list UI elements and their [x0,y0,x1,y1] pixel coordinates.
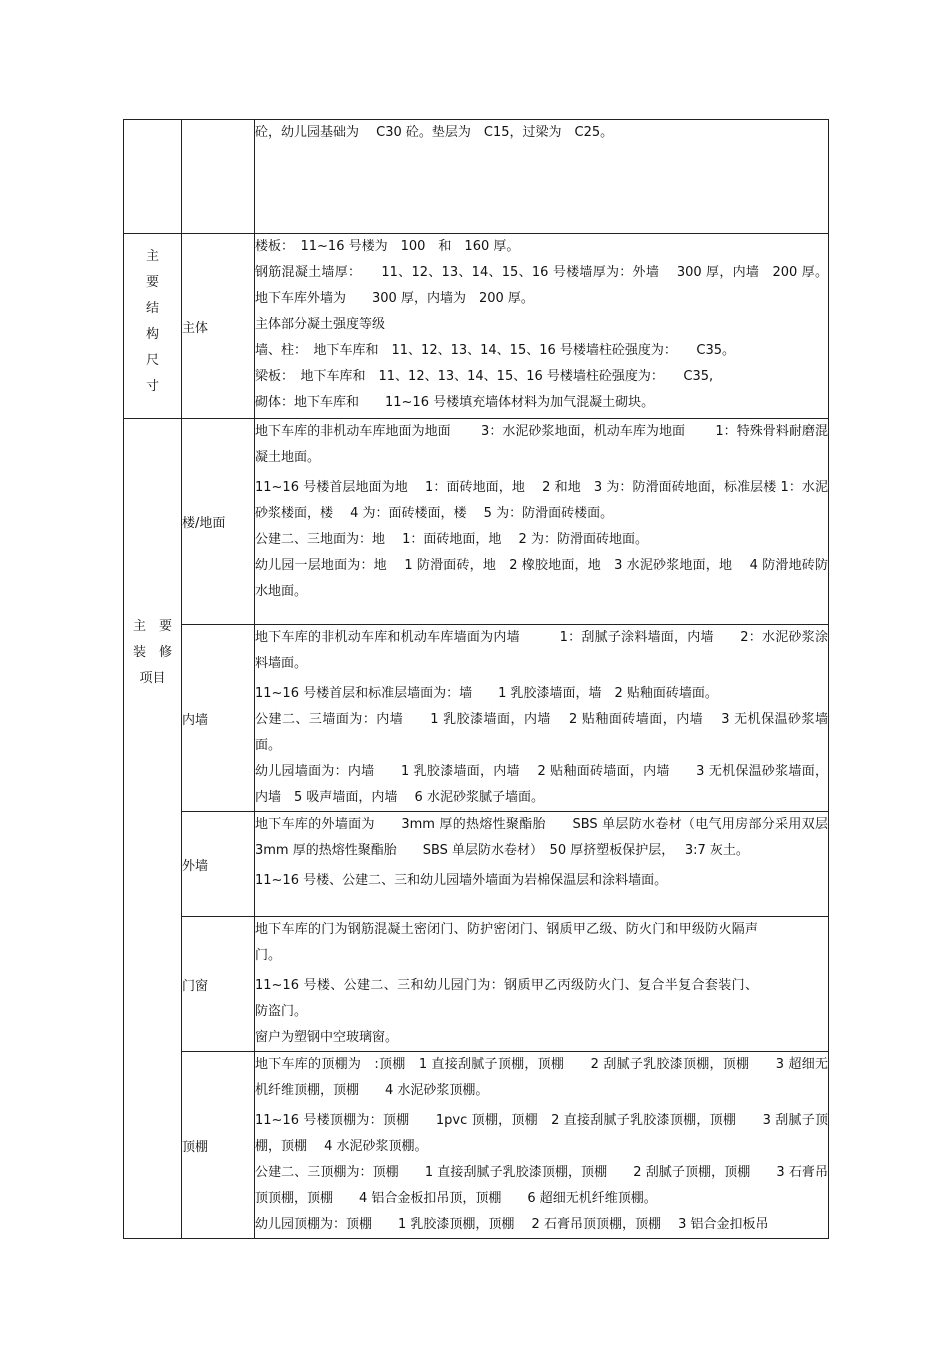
category-label: 主 要 装 修 项目 [132,619,172,686]
content-cell [255,1052,829,1239]
table-row [124,120,829,234]
content-cell [255,419,829,625]
content-paragraph: 幼儿园一层地面为：地 1 防滑面砖，地 2 橡胶地面，地 3 水泥砂浆地面，地 4 防滑地砖防水地面。 [255,558,828,599]
subcategory-cell [182,1052,255,1239]
content-cell [255,812,842,917]
content-paragraph: 11~16 号楼、公建二、三和幼儿园门为：钢质甲乙丙级防火门、复合半复合套装门、防盗门。 [255,978,758,1019]
content-paragraph: 地下车库的非机动车库和机动车库墙面为内墙 1：刮腻子涂料墙面，内墙 2：水泥砂浆涂料墙面。 [255,630,828,671]
content-cell [255,120,829,234]
content-paragraph: 地下车库的非机动车库地面为地面 3：水泥砂浆地面，机动车库为地面 1：特殊骨料耐磨混凝土地面。 [255,424,828,465]
category-cell [124,419,182,1239]
content-paragraph: 钢筋混凝土墙厚： 11、12、13、14、15、16 号楼墙厚为：外墙 300 厚，内墙 200 厚。地下车库外墙为 300 厚，内墙为 200 厚。 [255,265,828,306]
content-paragraph: 公建二、三墙面为：内墙 1 乳胶漆墙面，内墙 2 贴釉面砖墙面，内墙 3 无机保温砂浆墙面。 [255,712,828,753]
category-label: 主 要 结 构 尺 寸 [145,249,159,394]
content-paragraph: 梁板： 地下车库和 11、12、13、14、15、16 号楼墙柱砼强度为： C35, [255,369,714,384]
table-row [124,234,829,419]
subcategory-cell [182,419,255,625]
content-paragraph: 11~16 号楼首层和标准层墙面为：墙 1 乳胶漆墙面，墙 2 贴釉面砖墙面。 [255,686,718,701]
subcategory-label: 门窗 [182,978,209,994]
table-row [124,625,829,812]
content-paragraph: 墙、柱： 地下车库和 11、12、13、14、15、16 号楼墙柱砼强度为： C35。 [255,343,736,358]
subcategory-cell [182,917,255,1052]
content-paragraph: 幼儿园顶棚为：顶棚 1 乳胶漆顶棚，顶棚 2 石膏吊顶顶棚，顶棚 3 铝合金扣板吊 [255,1217,769,1232]
content-paragraph: 砼，幼儿园基础为 C30 砼。垫层为 C15，过梁为 C25。 [255,125,614,140]
table-row [124,1052,829,1239]
table-row [124,917,829,1052]
spec-table [123,119,842,1239]
subcategory-label: 楼/地面 [182,516,226,531]
subcategory-label: 外墙 [182,858,209,874]
content-paragraph: 地下车库的顶棚为 :顶棚 1 直接刮腻子顶棚，顶棚 2 刮腻子乳胶漆顶棚，顶棚 3 超细无机纤维顶棚，顶棚 4 水泥砂浆顶棚。 [255,1057,828,1098]
content-paragraph: 地下车库的外墙面为 3mm 厚的热熔性聚酯胎 SBS 单层防水卷材（电气用房部分采用双层 3mm 厚的热熔性聚酯胎 SBS 单层防水卷材） 50 厚挤塑板保护层， 3:7 灰土。 [255,817,842,858]
content-paragraph: 砌体：地下车库和 11~16 号楼填充墙体材料为加气混凝土砌块。 [255,395,655,410]
table-row [124,812,829,917]
content-cell [255,625,829,812]
content-paragraph: 11~16 号楼顶棚为：顶棚 1pvc 顶棚，顶棚 2 直接刮腻子乳胶漆顶棚，顶棚 3 刮腻子顶棚，顶棚 4 水泥砂浆顶棚。 [255,1113,828,1154]
content-paragraph: 幼儿园墙面为：内墙 1 乳胶漆墙面，内墙 2 贴釉面砖墙面，内墙 3 无机保温砂浆墙面，内墙 5 吸声墙面，内墙 6 水泥砂浆腻子墙面。 [255,764,828,805]
table-row [124,419,829,625]
content-paragraph: 主体部分凝土强度等级 [255,317,386,332]
subcategory-label: 内墙 [182,712,209,728]
content-paragraph: 楼板： 11~16 号楼为 100 和 160 厚。 [255,239,520,254]
content-paragraph: 窗户为塑钢中空玻璃窗。 [255,1030,399,1045]
subcategory-cell [182,120,255,234]
content-cell [255,917,829,1052]
content-paragraph: 11~16 号楼首层地面为地 1：面砖地面，地 2 和地 3 为：防滑面砖地面，标准层楼 1：水泥砂浆楼面，楼 4 为：面砖楼面，楼 5 为：防滑面砖楼面。 [255,480,828,521]
content-paragraph: 公建二、三地面为：地 1：面砖地面，地 2 为：防滑面砖地面。 [255,532,648,547]
subcategory-cell [182,812,255,917]
content-cell [255,234,829,419]
subcategory-label: 顶棚 [182,1139,209,1155]
subcategory-cell [182,625,255,812]
subcategory-cell [182,234,255,419]
content-paragraph: 11~16 号楼、公建二、三和幼儿园墙外墙面为岩棉保温层和涂料墙面。 [255,873,668,888]
content-paragraph: 地下车库的门为钢筋混凝土密闭门、防护密闭门、钢质甲乙级、防火门和甲级防火隔声门。 [255,922,758,963]
subcategory-label: 主体 [182,320,209,336]
category-cell [124,234,182,419]
category-cell [124,120,182,234]
content-paragraph: 公建二、三顶棚为：顶棚 1 直接刮腻子乳胶漆顶棚，顶棚 2 刮腻子顶棚，顶棚 3 石膏吊顶顶棚，顶棚 4 铝合金板扣吊顶，顶棚 6 超细无机纤维顶棚。 [255,1165,828,1206]
